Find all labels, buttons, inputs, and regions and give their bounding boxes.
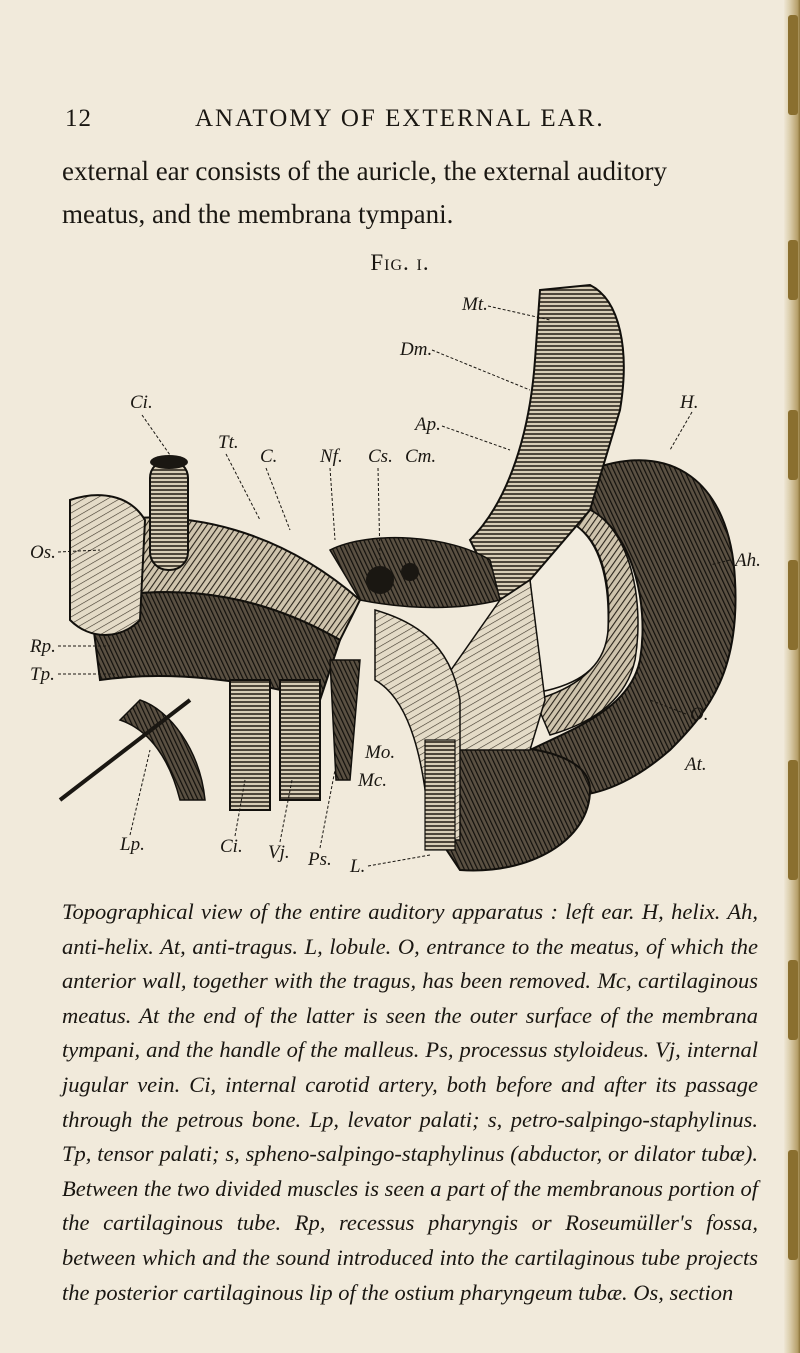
- callout-at: At.: [685, 754, 707, 775]
- caption-text: anti-tragus.: [185, 933, 305, 959]
- caption-label: Ah,: [727, 899, 758, 924]
- edge-stain: [788, 15, 798, 115]
- callout-mo: Mo.: [365, 742, 396, 763]
- ear-anatomy-illustration: [30, 280, 765, 880]
- figure-label: Fig. i.: [370, 250, 430, 275]
- caption-label: Mc,: [597, 968, 632, 994]
- callout-nf: Nf.: [320, 446, 343, 467]
- caption-label: Vj,: [655, 1037, 681, 1063]
- caption-text: tensor palati; s, spheno-salpingo-staphylinus (abductor, or dilator tubæ). Between the two divided muscles is seen a part of the membranous portion of the cartilaginous tube.: [62, 1141, 758, 1236]
- jugular-vein-shape: [280, 680, 320, 800]
- callout-os: Os.: [30, 542, 56, 563]
- callout-mt: Mt.: [462, 294, 488, 315]
- callout-ci-bottom: Ci.: [220, 836, 243, 857]
- caption-label: Ci,: [189, 1071, 217, 1097]
- ossicle-shape: [401, 563, 419, 581]
- ossicle-shape: [366, 566, 394, 594]
- running-head: [65, 105, 765, 141]
- caption-label: Rp,: [294, 1210, 326, 1236]
- edge-stain: [788, 1150, 798, 1260]
- callout-l: L.: [350, 856, 366, 877]
- caption-text: lobule.: [322, 933, 398, 959]
- callout-c: C.: [260, 446, 278, 467]
- caption-text: internal carotid artery, both before and after its passage through the petrous bone.: [62, 1071, 758, 1132]
- carotid-artery-shape: [150, 460, 188, 570]
- styloid-process-shape: [330, 660, 360, 780]
- callout-h: H.: [680, 392, 699, 413]
- caption-label: Os,: [633, 1279, 664, 1305]
- caption-text: helix.: [663, 899, 728, 924]
- caption-label: O,: [397, 933, 420, 959]
- levator-palati-shape: [120, 700, 205, 800]
- edge-stain: [788, 410, 798, 480]
- edge-stain: [788, 560, 798, 650]
- lobule-shape: [440, 746, 590, 870]
- page-number: 12: [65, 105, 92, 132]
- caption-text: levator palati; s, petro-salpingo-staphylinus.: [338, 1106, 758, 1132]
- callout-mc: Mc.: [358, 770, 388, 791]
- ostium-section-shape: [70, 495, 145, 635]
- caption-label: Lp,: [309, 1106, 339, 1132]
- caption-label: Tp,: [62, 1141, 92, 1167]
- running-title: ANATOMY OF EXTERNAL EAR.: [195, 105, 605, 132]
- callout-lp: Lp.: [120, 834, 145, 855]
- callout-vj: Vj.: [268, 842, 290, 863]
- callout-rp: Rp.: [30, 636, 56, 657]
- callout-ci-top: Ci.: [130, 392, 153, 413]
- edge-stain: [788, 760, 798, 880]
- callout-ap: Ap.: [415, 414, 441, 435]
- callout-cs: Cs.: [368, 446, 393, 467]
- caption-text: recessus pharyngis or Roseumüller's fossa, between which and the sound introduced into the cartilaginous tube projects the posterior cartilaginous lip of the ostium pharyngeum tubæ.: [62, 1210, 758, 1305]
- callout-o: O.: [690, 704, 709, 725]
- carotid-opening-shape: [150, 455, 188, 469]
- body-paragraph: external ear consists of the auricle, the external auditory meatus, and the membrana tympani.: [62, 156, 667, 229]
- caption-text: processus styloideus.: [453, 1037, 656, 1063]
- caption-label: Ps,: [425, 1037, 454, 1063]
- caption-text: entrance to the meatus, of which the anterior wall, together with the tragus, has been removed.: [62, 933, 758, 994]
- callout-ps: Ps.: [308, 849, 332, 870]
- callout-cm: Cm.: [405, 446, 437, 467]
- caption-title: Topographical view of the entire auditory apparatus : left ear.: [62, 899, 635, 924]
- edge-stain: [788, 960, 798, 1040]
- callout-dm: Dm.: [400, 339, 433, 360]
- caption-text: section: [663, 1279, 734, 1305]
- internal-carotid-lower-shape: [230, 680, 270, 810]
- caption-text: anti-helix.: [62, 933, 161, 959]
- page-edge: [784, 0, 800, 1353]
- figure-caption: [62, 895, 758, 1310]
- caption-text: internal jugular vein.: [62, 1037, 759, 1097]
- caption-label: H,: [641, 899, 664, 924]
- callout-tt: Tt.: [218, 432, 239, 453]
- caption-label: At,: [160, 933, 186, 959]
- caption-text: cartilaginous meatus. At the end of the latter is seen the outer surface of the membrana tympani, and the handle of the malleus.: [62, 968, 758, 1063]
- callout-tp: Tp.: [30, 664, 55, 685]
- caption-label: L,: [304, 933, 323, 959]
- ear-anatomy-figure: [30, 280, 765, 880]
- lobule-cartilage-shape: [425, 740, 455, 850]
- callout-ah: Ah.: [735, 550, 761, 571]
